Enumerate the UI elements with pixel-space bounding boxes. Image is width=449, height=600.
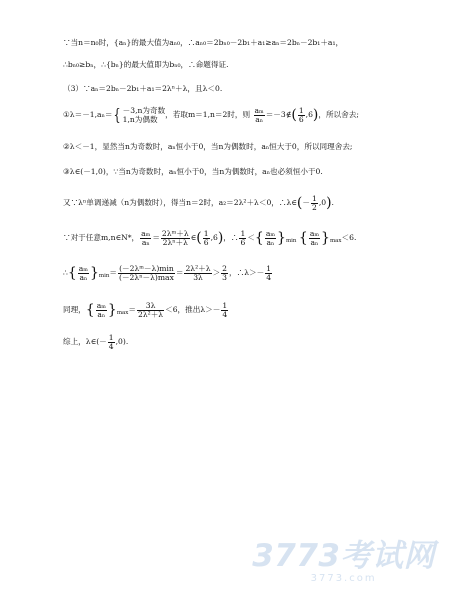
ratio-am-an bbox=[140, 230, 151, 247]
conclusion-end: ,0). bbox=[115, 337, 129, 346]
conclusion-text: 综上，λ∈(－ bbox=[63, 337, 107, 346]
frac-den: 4 bbox=[222, 309, 228, 319]
brace-close: } bbox=[89, 265, 99, 281]
frac-num: 3λ bbox=[137, 302, 164, 311]
interval-end: ,0 bbox=[318, 198, 327, 207]
watermark bbox=[252, 539, 435, 585]
brace-close: } bbox=[277, 230, 286, 246]
interval-end: ,6 bbox=[305, 110, 313, 119]
frac-num: 1 bbox=[266, 263, 272, 273]
frac-den: 4 bbox=[266, 272, 272, 282]
brace-open: { bbox=[85, 302, 95, 318]
therefore: ，∴ bbox=[223, 233, 239, 242]
paren-close: ) bbox=[326, 195, 332, 211]
ratio-am-an bbox=[309, 230, 320, 247]
frac-num: 1 bbox=[108, 332, 114, 342]
monotonic-line bbox=[63, 192, 425, 214]
paren-close: ) bbox=[312, 107, 319, 123]
frac-den: 4 bbox=[108, 341, 114, 351]
equals: ＝ bbox=[175, 268, 184, 277]
fraction-one-fourth bbox=[265, 265, 272, 282]
fraction-one-sixth bbox=[203, 230, 210, 247]
frac-den: 6 bbox=[203, 237, 209, 247]
similarly: 同理， bbox=[63, 305, 86, 314]
ratio-lambda bbox=[161, 230, 190, 247]
less-than: ＜ bbox=[247, 233, 255, 242]
frac-num: 1 bbox=[311, 193, 317, 203]
less-than-six: ＜6. bbox=[341, 233, 357, 242]
proof-line-1: ∵当n＝n₀时，{aₙ}的最大值为aₙ₀，∴aₙ₀＝2bₙ₀－2b₁＋a₁≥aₙ＝2bₙ－2b₁＋a₁， bbox=[63, 38, 344, 47]
frac-den: aₙ bbox=[141, 237, 150, 247]
proof-line-2: ∴bₙ₀≥bₙ，∴{bₙ}的最大值即为bₙ₀，∴命题得证. bbox=[63, 60, 229, 69]
frac-num: 1 bbox=[298, 105, 304, 115]
brace-open: { bbox=[67, 265, 77, 281]
frac-den: aₙ bbox=[310, 237, 319, 247]
frac-num: aₘ bbox=[78, 263, 88, 273]
subscript-min: min bbox=[285, 238, 297, 244]
conclusion-line bbox=[63, 332, 425, 352]
frac-num: 2λᵐ＋λ bbox=[161, 228, 189, 238]
brace-open: { bbox=[254, 230, 264, 246]
frac-num: aₘ bbox=[309, 228, 320, 238]
lambda-bound: ＜6，推出λ＞－ bbox=[165, 305, 221, 314]
element-of: ∈ bbox=[190, 233, 197, 242]
fraction-one-sixth bbox=[239, 230, 246, 247]
piecewise-cases bbox=[123, 106, 166, 124]
fraction-one-fourth bbox=[108, 334, 115, 351]
fraction-one-fourth bbox=[221, 302, 228, 319]
frac-den: 3λ bbox=[193, 272, 203, 282]
case-2-line: ②λ＜－1，显然当n为奇数时，aₙ恒小于0，当n为偶数时，aₙ恒大于0，所以同理舍去; bbox=[63, 142, 353, 151]
frac-num: aₘ bbox=[141, 228, 151, 238]
case-odd: －3,n为奇数 bbox=[122, 106, 166, 115]
frac-den: 2λ²＋λ bbox=[138, 309, 164, 319]
frac-den: 2λⁿ＋λ bbox=[162, 237, 188, 247]
frac-den: (－2λⁿ－λ)max bbox=[119, 272, 174, 282]
frac-num: 1 bbox=[240, 228, 246, 238]
frac-den: aₙ bbox=[97, 309, 106, 319]
frac-num: 1 bbox=[222, 300, 228, 310]
ratio-range-line bbox=[63, 226, 425, 253]
frac-num: 2λ²＋λ bbox=[185, 263, 211, 273]
brace-close: } bbox=[107, 302, 117, 318]
frac-den: 2 bbox=[311, 202, 317, 212]
greater-than: ＞ bbox=[212, 268, 221, 277]
case-even: 1,n为偶数 bbox=[122, 115, 158, 124]
minus-sign: － bbox=[302, 198, 310, 207]
therefore: ∴ bbox=[63, 268, 68, 277]
fraction-one-half bbox=[311, 195, 318, 212]
case-3-line: ③λ∈(－1,0)，∵当n为奇数时，aₙ恒小于0，当n为偶数时，aₙ也必须恒小于0. bbox=[63, 167, 323, 176]
part3-intro: （3）∵aₙ＝2bₙ－2b₁＋a₁＝2λⁿ＋λ，且λ＜0. bbox=[63, 84, 223, 93]
frac-num: aₘ bbox=[254, 105, 264, 115]
subscript-max: max bbox=[329, 238, 342, 244]
left-brace: { bbox=[113, 105, 122, 124]
frac-den: 3 bbox=[222, 272, 228, 282]
equals: ＝ bbox=[109, 268, 117, 277]
monotonic-text: 又∵λⁿ单调递减（n为偶数时），得当n＝2时，a₂＝2λ²＋λ＜0，∴λ∈ bbox=[63, 198, 297, 207]
ratio-am-an bbox=[254, 107, 265, 124]
frac-num: aₘ bbox=[96, 300, 106, 310]
subscript-max: max bbox=[116, 310, 129, 316]
fraction-two-thirds bbox=[221, 265, 228, 282]
frac-num: aₘ bbox=[265, 228, 276, 238]
paren-open: ( bbox=[196, 230, 202, 246]
frac-den: aₙ bbox=[266, 237, 275, 247]
frac-den: 6 bbox=[298, 114, 304, 124]
watermark-url: 3773.com bbox=[310, 573, 377, 584]
min-ratio-line bbox=[63, 260, 425, 289]
ratio-three-lambda bbox=[137, 302, 164, 319]
case-1-end: ，所以舍去; bbox=[318, 110, 359, 119]
frac-num: (－2λᵐ－λ)min bbox=[119, 263, 174, 273]
fraction-one-sixth bbox=[298, 107, 305, 124]
ratio-min-max bbox=[118, 265, 175, 282]
brace-open: { bbox=[298, 230, 308, 246]
frac-den: aₙ bbox=[255, 114, 264, 124]
ratio-am-an bbox=[78, 265, 89, 282]
case-1-value: ＝－3∉ bbox=[265, 110, 292, 119]
period: . bbox=[331, 198, 334, 207]
ratio-am-an bbox=[265, 230, 276, 247]
frac-num: 2 bbox=[222, 263, 228, 273]
subscript-min: min bbox=[98, 273, 110, 279]
brace-close: } bbox=[321, 230, 330, 246]
equals: ＝ bbox=[152, 233, 160, 242]
paren-open: ( bbox=[296, 195, 303, 211]
frac-den: 6 bbox=[240, 237, 246, 247]
equals: ＝ bbox=[128, 305, 137, 314]
frac-num: 1 bbox=[203, 228, 209, 238]
max-ratio-line bbox=[63, 297, 425, 326]
frac-den: aₙ bbox=[79, 272, 88, 282]
lambda-bound: ，∴λ＞－ bbox=[229, 268, 265, 277]
ratio-range-start: ∵对于任意m,n∈N*， bbox=[63, 233, 140, 242]
paren-open: ( bbox=[291, 107, 297, 123]
ratio-am-an bbox=[96, 302, 107, 319]
watermark-brand: 3773考试网 bbox=[252, 538, 435, 574]
case-1-line bbox=[63, 104, 425, 126]
paren-close: ) bbox=[217, 230, 224, 246]
interval-end: ,6 bbox=[210, 233, 218, 242]
ratio-lambda-sq bbox=[184, 265, 211, 282]
case-1-start: ①λ＝－1,aₙ＝ bbox=[63, 110, 113, 119]
case-1-mid: ，若取m＝1,n＝2时，则 bbox=[165, 110, 251, 119]
